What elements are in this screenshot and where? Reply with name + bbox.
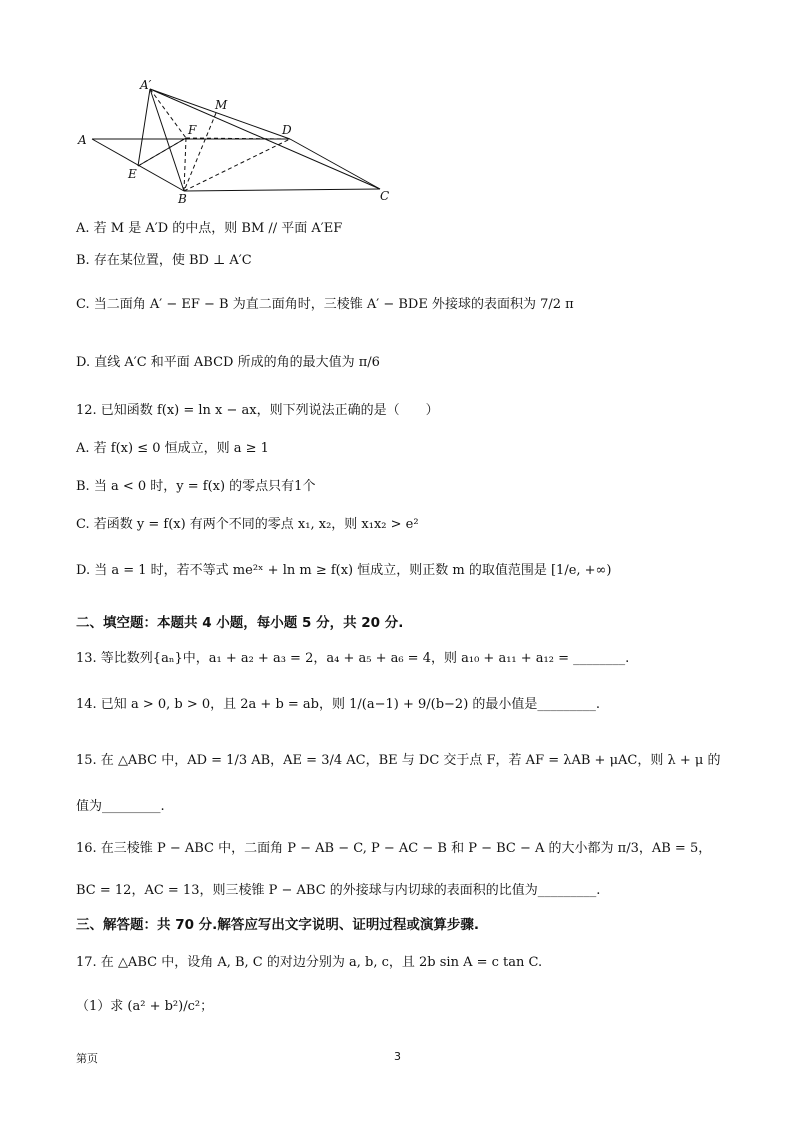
section-2-heading: 二、填空题：本题共 4 小题，每小题 5 分，共 20 分. xyxy=(76,615,404,631)
page-number: 3 xyxy=(394,1050,401,1063)
q17-stem: 17. 在 △ABC 中，设角 A, B, C 的对边分别为 a, b, c，且 2b sin A = c tan C. xyxy=(76,955,543,970)
q12-option-d: D. 当 a = 1 时，若不等式 me²ˣ + ln m ≥ f(x) 恒成立，则正数 m 的取值范围是 [1/e, +∞) xyxy=(76,563,612,578)
label-C: C xyxy=(380,189,390,203)
section-3-heading: 三、解答题：共 70 分.解答应写出文字说明、证明过程或演算步骤. xyxy=(76,917,479,933)
q14: 14. 已知 a > 0, b > 0，且 2a + b = ab，则 1/(a−1) + 9/(b−2) 的最小值是_________. xyxy=(76,697,601,712)
pyramid-figure xyxy=(70,76,400,208)
q12-option-a: A. 若 f(x) ≤ 0 恒成立，则 a ≥ 1 xyxy=(76,441,269,456)
q11-option-d: D. 直线 A′C 和平面 ABCD 所成的角的最大值为 π/6 xyxy=(76,355,380,370)
q12-stem: 12. 已知函数 f(x) = ln x − ax，则下列说法正确的是（ ） xyxy=(76,403,439,418)
q11-option-a: A. 若 M 是 A′D 的中点，则 BM // 平面 A′EF xyxy=(76,221,343,236)
q12-option-b: B. 当 a < 0 时，y = f(x) 的零点只有1个 xyxy=(76,479,316,494)
edge-DC xyxy=(290,139,380,189)
edge-BC xyxy=(184,189,380,191)
q15-line-2: 值为_________. xyxy=(76,799,165,814)
edge-ApB xyxy=(150,89,184,191)
q17-part-1: （1）求 (a² + b²)/c²； xyxy=(76,999,214,1014)
q11-option-b: B. 存在某位置，使 BD ⊥ A′C xyxy=(76,253,252,268)
label-M: M xyxy=(215,98,228,112)
q15-line-1: 15. 在 △ABC 中，AD = 1/3 AB，AE = 3/4 AC，BE 与 DC 交于点 F，若 AF = λAB + μAC，则 λ + μ 的 xyxy=(76,753,721,768)
label-E: E xyxy=(128,167,137,181)
edge-ApE xyxy=(138,89,150,166)
q12-option-c: C. 若函数 y = f(x) 有两个不同的零点 x₁, x₂，则 x₁x₂ > e² xyxy=(76,517,419,532)
q16-line-2: BC = 12，AC = 13，则三棱锥 P − ABC 的外接球与内切球的表面积的比值为_________. xyxy=(76,883,601,898)
label-A-prime: A′ xyxy=(140,78,152,92)
edge-ApD xyxy=(150,89,290,139)
q11-option-c: C. 当二面角 A′ − EF − B 为直二面角时，三棱锥 A′ − BDE 外接球的表面积为 7/2 π xyxy=(76,297,574,312)
edge-FB-dashed xyxy=(184,138,186,191)
label-D: D xyxy=(282,123,292,137)
footer-label: 第页 xyxy=(76,1052,98,1065)
q13: 13. 等比数列{aₙ}中，a₁ + a₂ + a₃ = 2，a₄ + a₅ + a₆ = 4，则 a₁₀ + a₁₁ + a₁₂ = ________. xyxy=(76,651,630,666)
label-F: F xyxy=(188,123,197,137)
label-B: B xyxy=(178,192,187,206)
label-A: A xyxy=(78,133,87,147)
q16-line-1: 16. 在三棱锥 P − ABC 中，二面角 P − AB − C, P − AC − B 和 P − BC − A 的大小都为 π/3，AB = 5， xyxy=(76,841,712,856)
edge-BD-dashed xyxy=(184,139,290,191)
